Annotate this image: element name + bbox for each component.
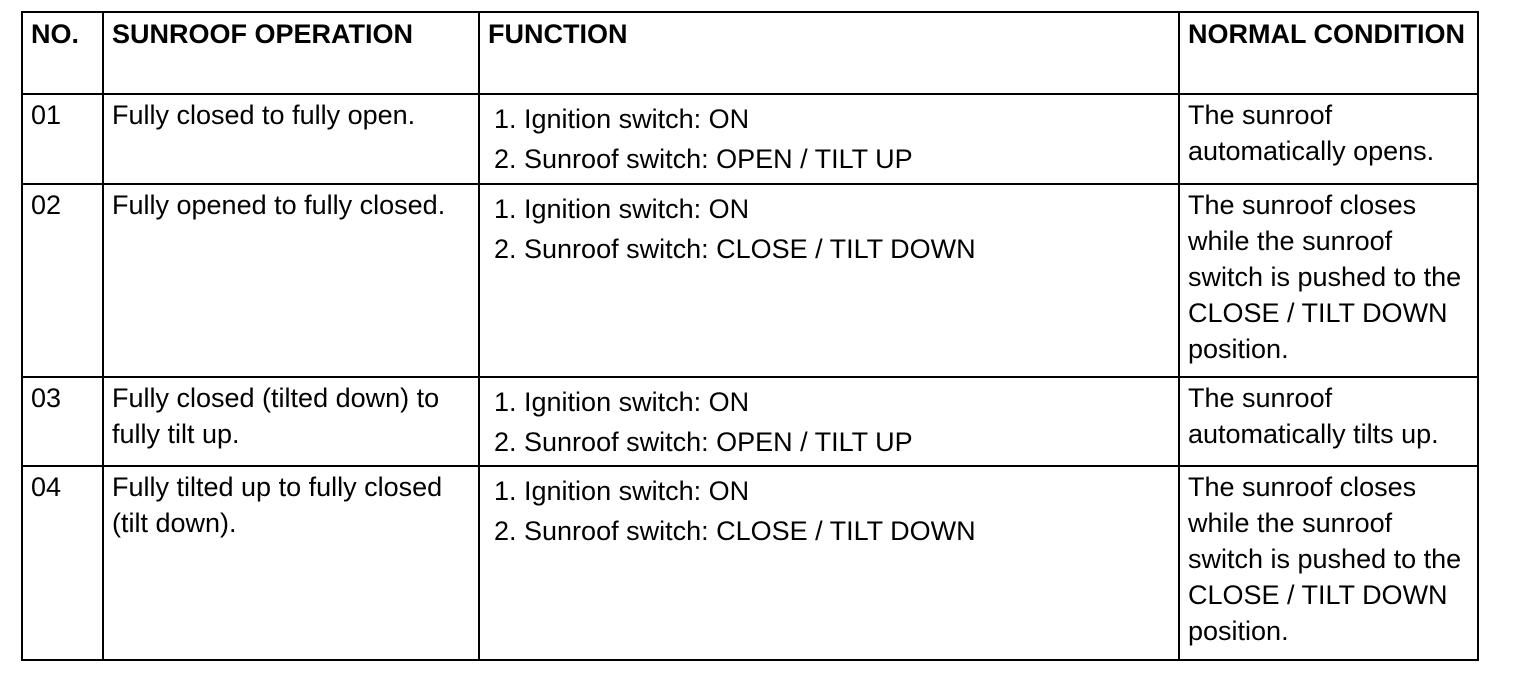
sunroof-operation-table [21, 11, 1479, 661]
function-step: 1. Ignition switch: ON [494, 193, 750, 224]
function-cell [479, 94, 1179, 183]
row-number: 01 [22, 94, 103, 183]
condition-cell: The sunroof closes while the sunroof switch is pushed to the CLOSE / TILT DOWN position. [1179, 184, 1478, 378]
function-cell [479, 184, 1179, 378]
function-step: 1. Ignition switch: ON [494, 476, 750, 507]
table-row [22, 184, 1478, 378]
table-row [22, 377, 1478, 466]
header-row [22, 12, 1478, 94]
condition-cell: The sunroof closes while the sunroof switch is pushed to the CLOSE / TILT DOWN position. [1179, 466, 1478, 660]
function-step: 2. Sunroof switch: OPEN / TILT UP [494, 144, 913, 175]
operation-cell: Fully closed (tilted down) to fully tilt up. [103, 377, 479, 466]
operation-cell: Fully tilted up to fully closed (tilt down). [103, 466, 479, 660]
row-number: 02 [22, 184, 103, 378]
operation-cell: Fully opened to fully closed. [103, 184, 479, 378]
row-number: 03 [22, 377, 103, 466]
function-cell [479, 466, 1179, 660]
row-number: 04 [22, 466, 103, 660]
table-row [22, 94, 1478, 183]
function-step: 1. Ignition switch: ON [494, 104, 750, 135]
table-row [22, 466, 1478, 660]
header-operation: SUNROOF OPERATION [103, 12, 479, 94]
function-step: 2. Sunroof switch: OPEN / TILT UP [494, 427, 913, 458]
function-step: 2. Sunroof switch: CLOSE / TILT DOWN [494, 516, 976, 547]
header-no: NO. [22, 12, 103, 94]
function-cell [479, 377, 1179, 466]
function-step: 2. Sunroof switch: CLOSE / TILT DOWN [494, 233, 976, 264]
operation-cell: Fully closed to fully open. [103, 94, 479, 183]
condition-cell: The sunroof automatically tilts up. [1179, 377, 1478, 466]
header-condition: NORMAL CONDITION [1179, 12, 1478, 94]
function-step: 1. Ignition switch: ON [494, 387, 750, 418]
header-function: FUNCTION [479, 12, 1179, 94]
condition-cell: The sunroof automatically opens. [1179, 94, 1478, 183]
